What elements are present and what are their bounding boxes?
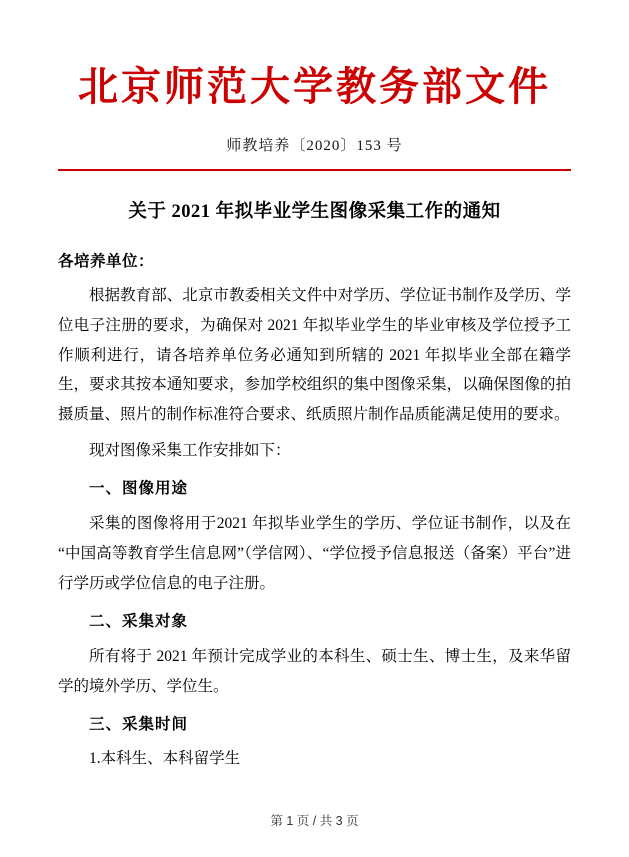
section-heading-collection-time: 三、采集时间 bbox=[89, 715, 189, 733]
section-body-image-usage: 采集的图像将用于2021 年拟毕业学生的学历、学位证书制作，以及在 “中国高等教育学生信息网”（学信网）、“学位授予信息报送（备案）平台”进行学历或学位信息的电子注册。 bbox=[58, 515, 571, 592]
document-number: 师教培养〔2020〕153 号 bbox=[226, 138, 403, 154]
section-heading-collection-targets: 二、采集对象 bbox=[89, 612, 189, 630]
section-body-collection-targets: 所有将于 2021 年预计完成学业的本科生、硕士生、博士生，及来华留学的境外学历、学位生。 bbox=[58, 648, 571, 695]
paragraph-arrangement-intro: 现对图像采集工作安排如下： bbox=[89, 441, 291, 459]
section-body-collection-time: 1.本科生、本科留学生 bbox=[89, 749, 241, 767]
section-heading-image-usage: 一、图像用途 bbox=[89, 479, 189, 497]
red-divider-line bbox=[58, 169, 571, 171]
document-header-title: 北京师范大学教务部文件 bbox=[78, 63, 551, 110]
page-footer-pagination: 第 1 页 / 共 3 页 bbox=[270, 814, 359, 828]
paragraph-background: 根据教育部、北京市教委相关文件中对学历、学位证书制作及学历、学位电子注册的要求，为确保对 2021 年拟毕业学生的毕业审核及学位授予工作顺利进行，请各培养单位务必通知到所辖的 2021 年拟毕业全部在籍学生，要求其按本通知要求，参加学校组织的集中图像采集，以确保图像的拍摄质量、照片的制作标准符合要求、纸质照片制作品质能满足使用的要求。 bbox=[58, 287, 571, 423]
document-addressee: 各培养单位： bbox=[58, 253, 155, 270]
document-subject-title: 关于 2021 年拟毕业学生图像采集工作的通知 bbox=[128, 202, 501, 222]
document-body bbox=[0, 62, 629, 773]
